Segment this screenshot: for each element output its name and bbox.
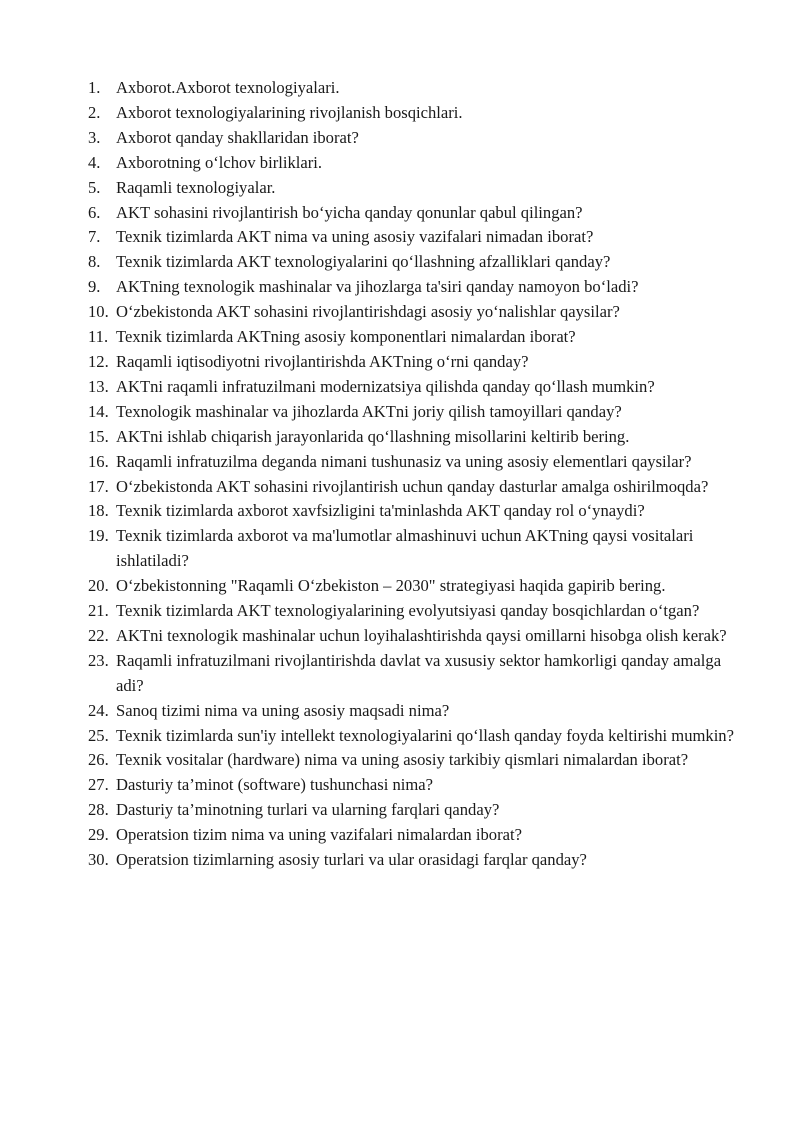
question-number: 28. (88, 800, 109, 820)
question-number: 22. (88, 625, 109, 645)
question-number: 16. (88, 451, 109, 471)
question-text: Raqamli infratuzilma deganda nimani tushunasiz va uning asosiy elementlari qaysilar? (116, 451, 692, 471)
question-number: 9. (88, 277, 101, 297)
question-item (88, 524, 748, 574)
question-text: Texnik tizimlarda AKT nima va uning asosiy vazifalari nimadan iborat? (116, 227, 594, 247)
question-item (88, 773, 748, 798)
question-number: 27. (88, 775, 109, 795)
question-number: 12. (88, 351, 109, 371)
question-number: 7. (88, 227, 101, 247)
question-text: O‘zbekistonda AKT sohasini rivojlantirishdagi asosiy yo‘nalishlar qaysilar? (116, 302, 620, 322)
question-item (88, 275, 748, 300)
question-item (88, 574, 748, 599)
question-number: 19. (88, 526, 109, 546)
question-item (88, 201, 748, 226)
question-text: AKTni ishlab chiqarish jarayonlarida qo‘llashning misollarini keltirib bering. (116, 426, 630, 446)
question-item (88, 450, 748, 475)
question-item (88, 151, 748, 176)
question-item (88, 499, 748, 524)
question-text: AKTni texnologik mashinalar uchun loyihalashtirishda qaysi omillarni hisobga olish kerak? (116, 625, 727, 645)
question-number: 17. (88, 476, 109, 496)
question-item (88, 724, 748, 749)
question-number: 4. (88, 152, 101, 172)
question-number: 14. (88, 401, 109, 421)
question-text: Texnologik mashinalar va jihozlarda AKTni joriy qilish tamoyillari qanday? (116, 401, 622, 421)
question-number: 13. (88, 376, 109, 396)
question-item (88, 126, 748, 151)
question-text: Texnik vositalar (hardware) nima va uning asosiy tarkibiy qismlari nimalardan iborat? (116, 750, 689, 770)
question-item (88, 176, 748, 201)
question-item (88, 748, 748, 773)
question-list (88, 76, 748, 873)
question-number: 1. (88, 78, 101, 97)
question-item (88, 101, 748, 126)
question-text: Raqamli infratuzilmani rivojlantirishda davlat va xususiy sektor hamkorligi qanday amalga adi? (116, 650, 722, 695)
question-text: O‘zbekistonda AKT sohasini rivojlantirish uchun qanday dasturlar amalga oshirilmoqda? (116, 476, 709, 496)
question-item (88, 798, 748, 823)
question-text: Axborot qanday shakllaridan iborat? (116, 127, 359, 147)
question-text: AKTning texnologik mashinalar va jihozlarga ta'siri qanday namoyon bo‘ladi? (116, 277, 639, 297)
question-text: Operatsion tizim nima va uning vazifalari nimalardan iborat? (116, 825, 522, 845)
question-text: Texnik tizimlarda AKT texnologiyalarining evolyutsiyasi qanday bosqichlardan o‘tgan? (116, 601, 700, 621)
question-number: 10. (88, 302, 109, 322)
question-item (88, 425, 748, 450)
question-item (88, 624, 748, 649)
question-item (88, 300, 748, 325)
question-number: 29. (88, 825, 109, 845)
question-number: 11. (88, 327, 109, 347)
question-number: 5. (88, 177, 101, 197)
question-number: 6. (88, 202, 101, 222)
question-text: Texnik tizimlarda sun'iy intellekt texnologiyalarini qo‘llash qanday foyda keltirishi mumkin? (116, 725, 734, 745)
question-item (88, 475, 748, 500)
question-item (88, 823, 748, 848)
question-item (88, 375, 748, 400)
question-text: Sanoq tizimi nima va uning asosiy maqsadi nima? (116, 700, 450, 720)
question-item (88, 400, 748, 425)
question-text: Axborot texnologiyalarining rivojlanish bosqichlari. (116, 102, 463, 122)
question-text: Texnik tizimlarda axborot xavfsizligini ta'minlashda AKT qanday rol o‘ynaydi? (116, 501, 645, 521)
question-item (88, 225, 748, 250)
question-item (88, 599, 748, 624)
question-item (88, 76, 748, 101)
question-number: 26. (88, 750, 109, 770)
question-text: Dasturiy ta’minotning turlari va ularning farqlari qanday? (116, 800, 500, 820)
question-number: 24. (88, 700, 109, 720)
question-text: Raqamli iqtisodiyotni rivojlantirishda AKTning o‘rni qanday? (116, 351, 529, 371)
question-number: 2. (88, 102, 101, 122)
question-text: Raqamli texnologiyalar. (116, 177, 276, 197)
question-item (88, 350, 748, 375)
question-number: 21. (88, 601, 109, 621)
question-item (88, 699, 748, 724)
question-item (88, 848, 748, 873)
question-number: 20. (88, 576, 109, 596)
question-item (88, 325, 748, 350)
question-text: AKT sohasini rivojlantirish bo‘yicha qanday qonunlar qabul qilingan? (116, 202, 583, 222)
question-number: 3. (88, 127, 101, 147)
question-item (88, 250, 748, 275)
question-number: 25. (88, 725, 109, 745)
question-text: Operatsion tizimlarning asosiy turlari va ular orasidagi farqlar qanday? (116, 850, 587, 870)
question-text: Texnik tizimlarda AKTning asosiy komponentlari nimalardan iborat? (116, 327, 576, 347)
question-text: Dasturiy ta’minot (software) tushunchasi nima? (116, 775, 434, 795)
question-number: 18. (88, 501, 109, 521)
question-item (88, 649, 748, 699)
question-number: 23. (88, 650, 109, 670)
question-text: Axborot.Axborot texnologiyalari. (116, 78, 340, 97)
question-number: 8. (88, 252, 101, 272)
question-text: Texnik tizimlarda AKT texnologiyalarini qo‘llashning afzalliklari qanday? (116, 252, 611, 272)
question-number: 30. (88, 850, 109, 870)
question-text: Texnik tizimlarda axborot va ma'lumotlar almashinuvi uchun AKTning qaysi vositalari ishlatiladi? (116, 526, 694, 571)
question-text: Axborotning o‘lchov birliklari. (116, 152, 323, 172)
question-text: AKTni raqamli infratuzilmani modernizatsiya qilishda qanday qo‘llash mumkin? (116, 376, 655, 396)
question-text: O‘zbekistonning "Raqamli O‘zbekiston – 2030" strategiyasi haqida gapirib bering. (116, 576, 666, 596)
question-number: 15. (88, 426, 109, 446)
